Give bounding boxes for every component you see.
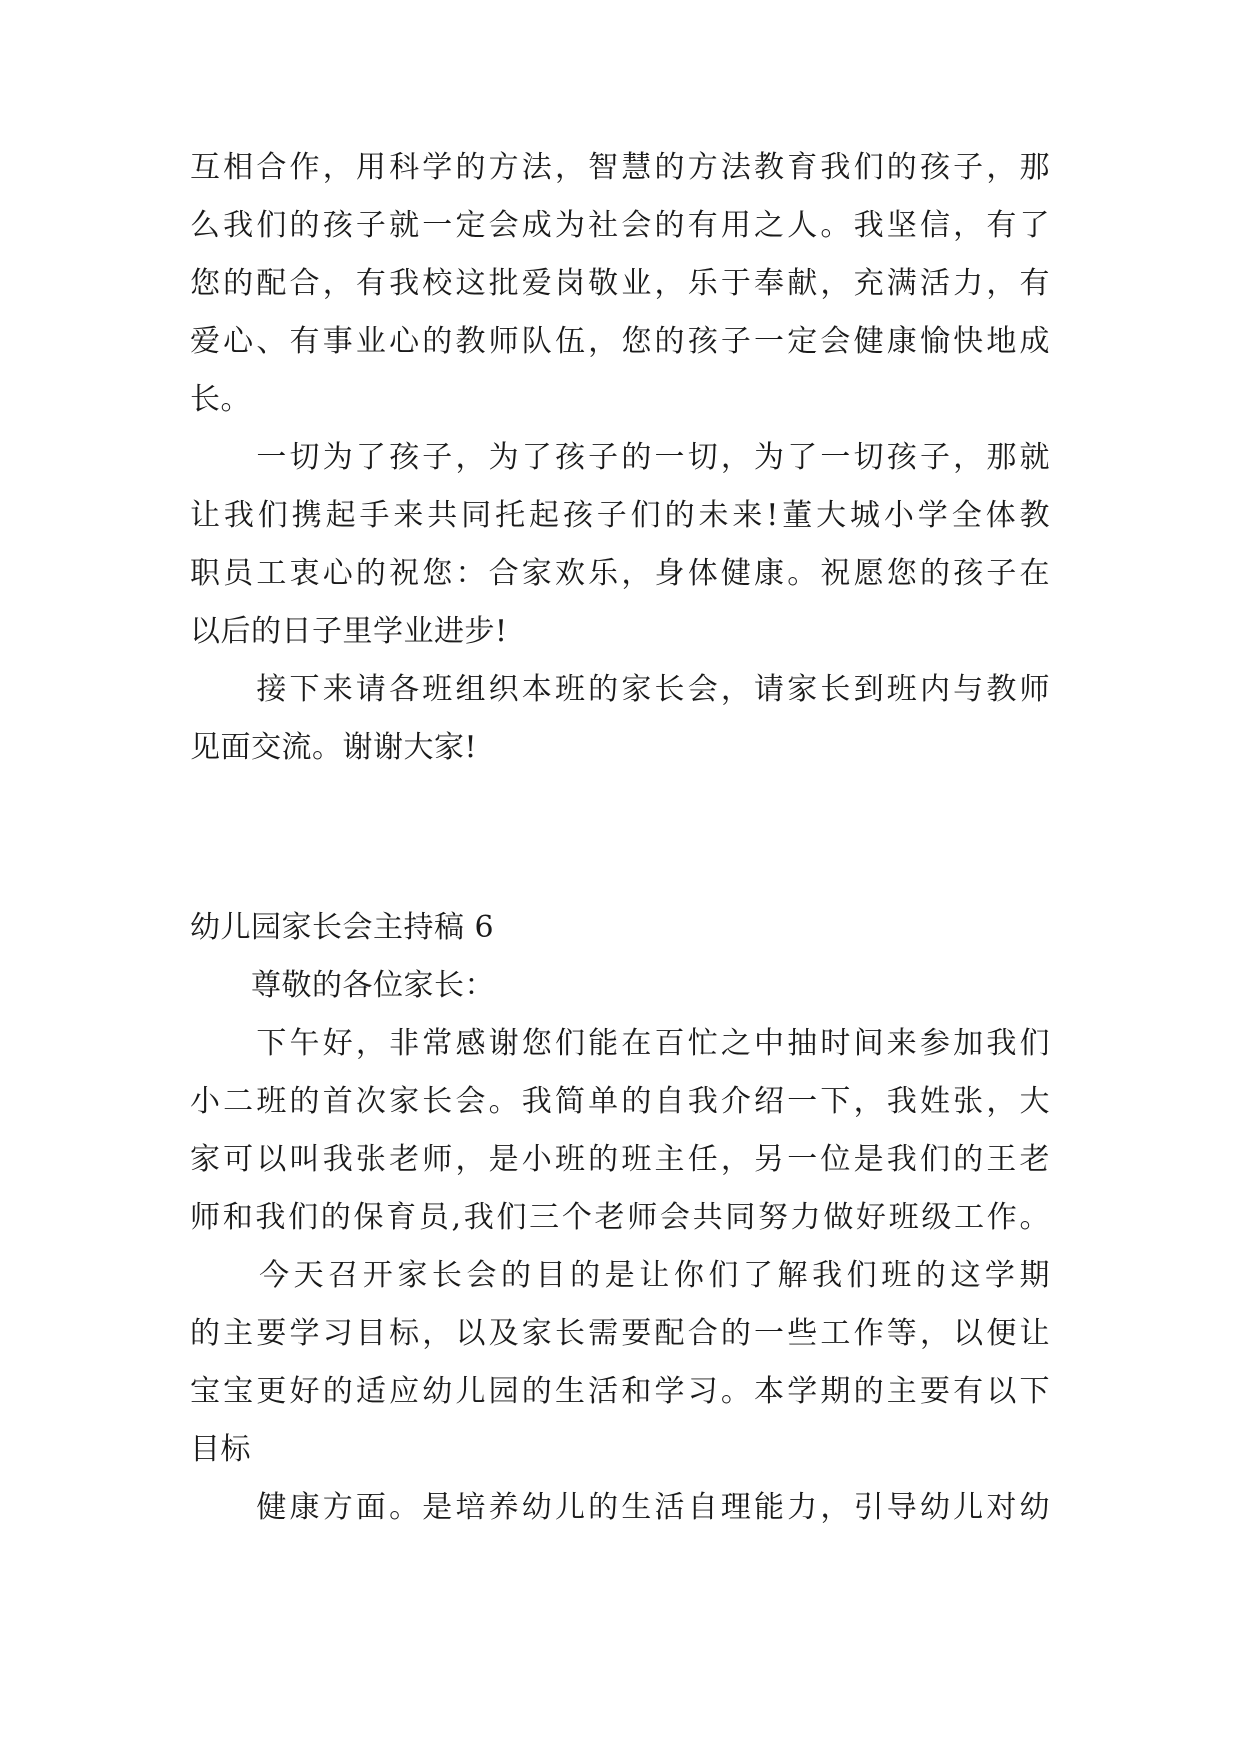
text-line: 一切为了孩子，为了孩子的一切，为了一切孩子，那就 <box>190 440 1050 475</box>
text-line: 接下来请各班组织本班的家长会，请家长到班内与教师 <box>190 672 1050 707</box>
text-line: 爱心、有事业心的教师队伍，您的孩子一定会健康愉快地成 <box>190 324 1050 359</box>
text-line: 家可以叫我张老师，是小班的班主任，另一位是我们的王老 <box>190 1142 1050 1177</box>
text-line: 互相合作，用科学的方法，智慧的方法教育我们的孩子，那 <box>190 150 1050 185</box>
section-title: 幼儿园家长会主持稿 6 <box>190 910 495 945</box>
text-line: 的主要学习目标，以及家长需要配合的一些工作等，以便让 <box>190 1316 1050 1351</box>
text-line: 长。 <box>190 382 251 417</box>
text-line: 么我们的孩子就一定会成为社会的有用之人。我坚信，有了 <box>190 208 1050 243</box>
text-line: 以后的日子里学业进步! <box>190 614 508 649</box>
text-line: 今天召开家长会的目的是让你们了解我们班的这学期 <box>190 1258 1050 1293</box>
text-line: 健康方面。是培养幼儿的生活自理能力，引导幼儿对幼 <box>190 1490 1050 1525</box>
text-line: 宝宝更好的适应幼儿园的生活和学习。本学期的主要有以下 <box>190 1374 1050 1409</box>
text-line: 小二班的首次家长会。我简单的自我介绍一下，我姓张，大 <box>190 1084 1050 1119</box>
text-line: 职员工衷心的祝您：合家欢乐，身体健康。祝愿您的孩子在 <box>190 556 1050 591</box>
text-line: 下午好，非常感谢您们能在百忙之中抽时间来参加我们 <box>190 1026 1050 1061</box>
text-line: 目标 <box>190 1432 251 1467</box>
text-line: 让我们携起手来共同托起孩子们的未来!董大城小学全体教 <box>190 498 1050 533</box>
text-line: 师和我们的保育员,我们三个老师会共同努力做好班级工作。 <box>190 1200 1050 1235</box>
salutation: 尊敬的各位家长： <box>190 968 495 1003</box>
text-line: 见面交流。谢谢大家! <box>190 730 478 765</box>
text-line: 您的配合，有我校这批爱岗敬业，乐于奉献，充满活力，有 <box>190 266 1050 301</box>
